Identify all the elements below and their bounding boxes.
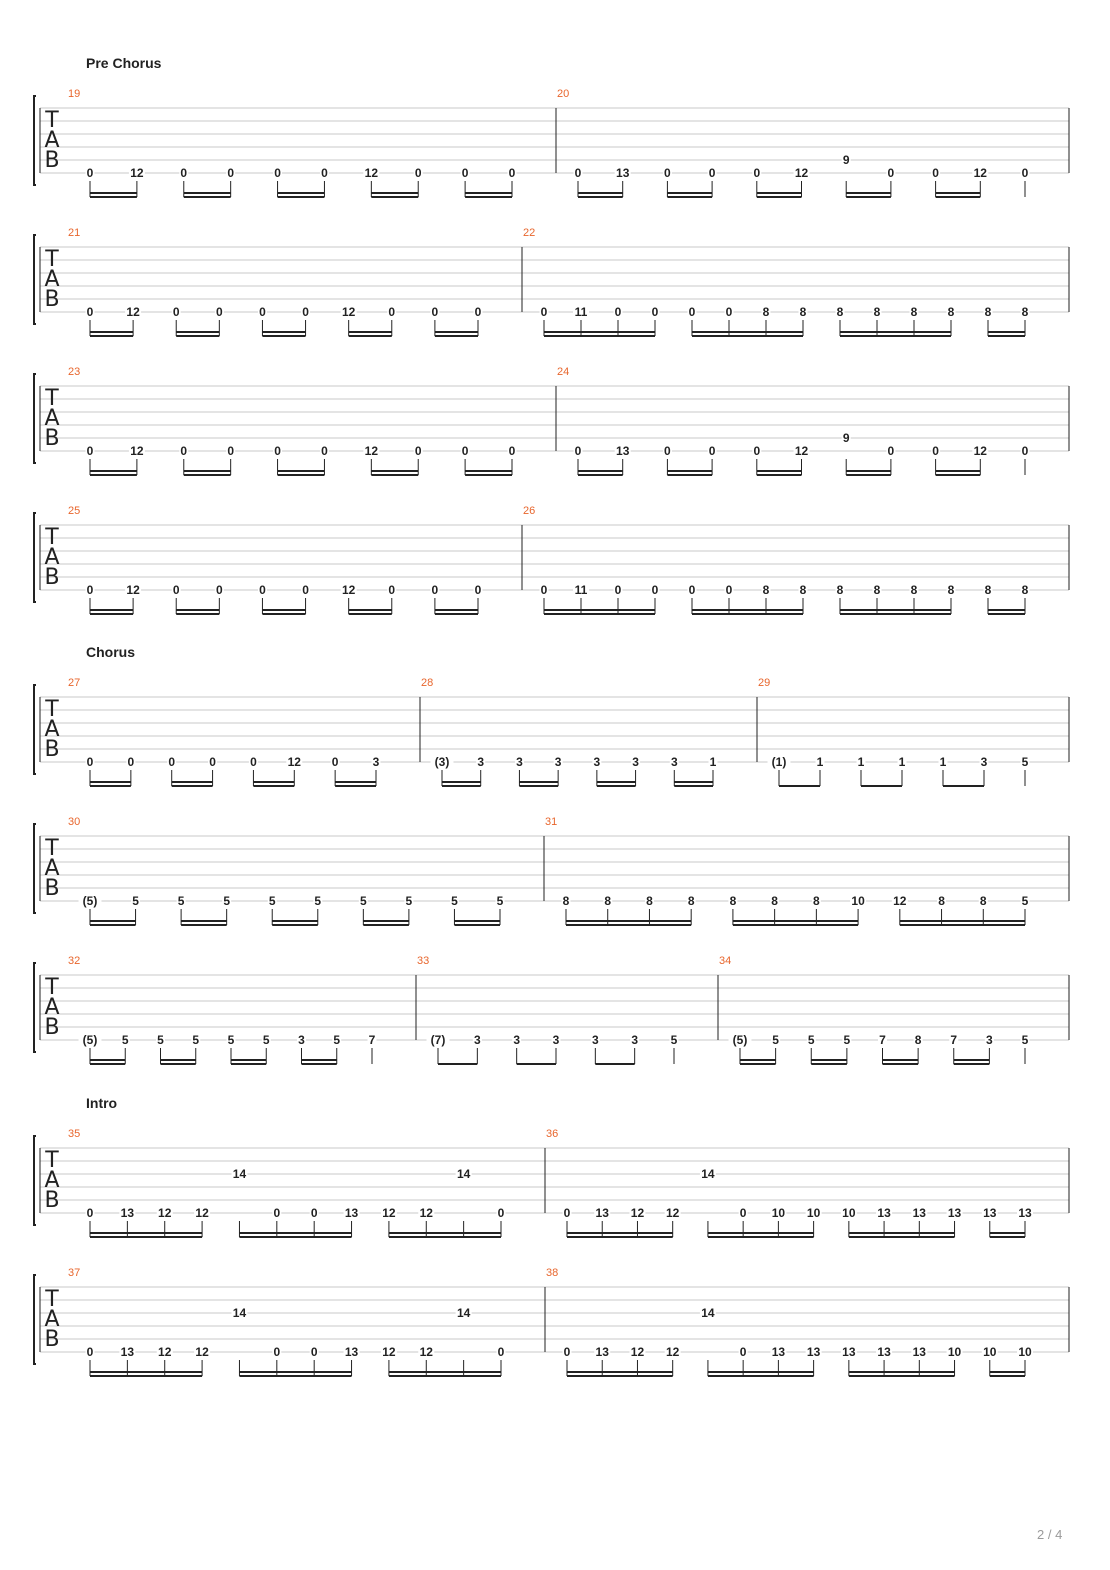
fret-number: 8 (762, 583, 770, 597)
fret-number: 0 (127, 755, 135, 769)
fret-number: 5 (132, 894, 139, 908)
fret-number: 0 (497, 1206, 505, 1220)
fret-number: 0 (887, 444, 895, 458)
fret-number: 5 (333, 1033, 341, 1047)
fret-number: 12 (341, 305, 356, 319)
fret-number: 14 (456, 1167, 471, 1181)
fret-number: 13 (842, 1345, 856, 1359)
fret-number: 8 (646, 894, 653, 908)
fret-number: 3 (372, 755, 380, 769)
fret-number: 12 (126, 305, 140, 319)
tab-clef-letter: A (44, 128, 60, 153)
measure-number: 31 (545, 816, 558, 828)
fret-number: 14 (701, 1306, 715, 1320)
tab-clef-letter: A (44, 1307, 60, 1332)
tab-clef-letter: B (44, 426, 60, 451)
fret-number: 1 (709, 755, 717, 769)
fret-number: 5 (359, 894, 367, 908)
measure-number: 25 (68, 505, 81, 517)
fret-number: 3 (473, 1033, 481, 1047)
fret-number: 12 (794, 444, 809, 458)
tab-clef-letter: B (44, 565, 60, 590)
fret-number: (3) (434, 755, 450, 769)
tab-clef-letter: A (44, 856, 60, 881)
tab-clef-letter: T (45, 386, 59, 411)
fret-number: 8 (914, 1033, 922, 1047)
fret-number: 0 (739, 1206, 747, 1220)
fret-number: 8 (836, 583, 844, 597)
fret-number: 0 (274, 444, 281, 458)
fret-number: 0 (932, 166, 939, 180)
fret-number: 0 (688, 583, 696, 597)
tab-clef-letter: T (45, 1148, 59, 1173)
fret-number: 8 (910, 583, 918, 597)
fret-number: 0 (1021, 166, 1029, 180)
fret-number: 8 (604, 894, 612, 908)
fret-number: 8 (729, 894, 737, 908)
fret-number: 0 (508, 444, 516, 458)
fret-number: 8 (873, 583, 881, 597)
fret-number: 0 (86, 305, 94, 319)
fret-number: 7 (879, 1033, 886, 1047)
section-label: Intro (86, 1095, 118, 1111)
fret-number: 0 (753, 166, 761, 180)
fret-number: 0 (725, 583, 733, 597)
fret-number: 12 (158, 1206, 172, 1220)
fret-number: 0 (739, 1345, 747, 1359)
fret-number: 13 (983, 1206, 997, 1220)
fret-number: 5 (1021, 1033, 1029, 1047)
fret-number: 0 (227, 444, 235, 458)
fret-number: 9 (842, 153, 850, 167)
fret-number: 5 (1021, 755, 1029, 769)
fret-number: 0 (321, 166, 328, 180)
fret-number: 8 (813, 894, 820, 908)
fret-number: 5 (405, 894, 413, 908)
fret-number: 0 (250, 755, 257, 769)
fret-number: 5 (843, 1033, 851, 1047)
fret-number: 12 (893, 894, 907, 908)
fret-number: 5 (177, 894, 185, 908)
tab-clef-letter: A (44, 406, 60, 431)
system-bracket (34, 235, 36, 324)
fret-number: 12 (630, 1345, 645, 1359)
fret-number: 10 (842, 1206, 856, 1220)
measure-number: 35 (68, 1128, 81, 1140)
fret-number: 8 (1021, 305, 1029, 319)
fret-number: 13 (616, 444, 630, 458)
fret-number: 12 (382, 1345, 396, 1359)
fret-number: 14 (701, 1167, 715, 1181)
system-bracket (34, 824, 36, 913)
fret-number: 0 (86, 166, 94, 180)
fret-number: 1 (857, 755, 865, 769)
fret-number: 8 (836, 305, 844, 319)
fret-number: 12 (126, 583, 140, 597)
fret-number: 0 (388, 583, 396, 597)
fret-number: 0 (86, 1345, 94, 1359)
fret-number: 5 (772, 1033, 779, 1047)
fret-number: 7 (950, 1033, 958, 1047)
fret-number: 5 (157, 1033, 164, 1047)
measure-number: 20 (557, 88, 570, 100)
fret-number: 13 (912, 1345, 926, 1359)
fret-number: 0 (414, 166, 422, 180)
fret-number: 10 (983, 1345, 997, 1359)
fret-number: 11 (574, 305, 588, 319)
fret-number: 0 (540, 583, 548, 597)
tab-clef-letter: T (45, 697, 59, 722)
fret-number: 0 (725, 305, 733, 319)
fret-number: 1 (816, 755, 824, 769)
fret-number: 14 (456, 1306, 471, 1320)
fret-number: 12 (364, 444, 379, 458)
fret-number: 0 (86, 583, 94, 597)
fret-number: 12 (666, 1345, 680, 1359)
fret-number: 0 (614, 305, 622, 319)
fret-number: 5 (1021, 894, 1029, 908)
measure-number: 30 (68, 816, 81, 828)
fret-number: 5 (268, 894, 276, 908)
fret-number: 14 (232, 1167, 247, 1181)
fret-number: 13 (1018, 1206, 1032, 1220)
fret-number: 3 (980, 755, 988, 769)
fret-number: 0 (932, 444, 939, 458)
fret-number: 8 (799, 583, 807, 597)
fret-number: 5 (807, 1033, 815, 1047)
staff-system (34, 955, 1069, 1064)
measure-number: 19 (68, 88, 81, 100)
fret-number: 10 (771, 1206, 786, 1220)
tab-clef-letter: B (44, 287, 60, 312)
fret-number: 3 (631, 1033, 639, 1047)
fret-number: 8 (910, 305, 918, 319)
fret-number: (5) (82, 894, 98, 908)
fret-number: (5) (732, 1033, 748, 1047)
measure-number: 23 (68, 366, 81, 378)
fret-number: 8 (938, 894, 945, 908)
fret-number: 8 (562, 894, 570, 908)
fret-number: 12 (794, 166, 809, 180)
fret-number: 10 (1018, 1345, 1032, 1359)
fret-number: 0 (86, 1206, 94, 1220)
staff-system (34, 366, 1069, 475)
fret-number: 0 (310, 1206, 318, 1220)
fret-number: 12 (158, 1345, 172, 1359)
fret-number: 8 (873, 305, 881, 319)
staff-system (34, 816, 1069, 925)
fret-number: 0 (1021, 444, 1029, 458)
fret-number: 0 (273, 1206, 281, 1220)
fret-number: 13 (616, 166, 630, 180)
fret-number: 0 (664, 444, 671, 458)
fret-number: 3 (670, 755, 678, 769)
fret-number: 3 (513, 1033, 521, 1047)
system-bracket (34, 963, 36, 1052)
tab-clef-letter: B (44, 1015, 60, 1040)
fret-number: 12 (419, 1206, 433, 1220)
fret-number: 0 (474, 583, 482, 597)
fret-number: 13 (595, 1206, 609, 1220)
fret-number: 0 (431, 583, 439, 597)
fret-number: 5 (192, 1033, 200, 1047)
fret-number: 0 (431, 305, 439, 319)
fret-number: 13 (877, 1206, 891, 1220)
fret-number: (1) (771, 755, 787, 769)
fret-number: 0 (259, 305, 266, 319)
fret-number: 0 (708, 444, 716, 458)
fret-number: 0 (753, 444, 761, 458)
tab-clef-letter: A (44, 545, 60, 570)
fret-number: 8 (799, 305, 807, 319)
fret-number: 0 (651, 305, 659, 319)
fret-number: 8 (984, 305, 992, 319)
fret-number: 13 (344, 1345, 359, 1359)
fret-number: 0 (180, 444, 188, 458)
fret-number: 1 (898, 755, 906, 769)
fret-number: 0 (215, 583, 223, 597)
tab-clef-letter: A (44, 717, 60, 742)
tab-clef-letter: T (45, 525, 59, 550)
system-bracket (34, 1275, 36, 1364)
measure-number: 28 (421, 677, 434, 689)
fret-number: 0 (180, 166, 188, 180)
fret-number: (7) (430, 1033, 446, 1047)
fret-number: 0 (331, 755, 339, 769)
tab-clef-letter: T (45, 108, 59, 133)
staff-system (34, 677, 1069, 786)
fret-number: 13 (120, 1345, 135, 1359)
fret-number: 3 (552, 1033, 560, 1047)
fret-number: 7 (368, 1033, 376, 1047)
fret-number: 12 (130, 444, 144, 458)
fret-number: 5 (496, 894, 504, 908)
fret-number: 0 (887, 166, 895, 180)
system-bracket (34, 374, 36, 463)
staff-system (34, 505, 1069, 614)
fret-number: 12 (973, 166, 987, 180)
staff-system (34, 227, 1069, 336)
fret-number: 13 (344, 1206, 359, 1220)
fret-number: 13 (595, 1345, 609, 1359)
fret-number: 13 (877, 1345, 891, 1359)
fret-number: 5 (451, 894, 458, 908)
fret-number: 8 (984, 583, 992, 597)
fret-number: 12 (195, 1345, 209, 1359)
fret-number: 12 (195, 1206, 209, 1220)
system-bracket (34, 1136, 36, 1225)
fret-number: 0 (563, 1206, 571, 1220)
measure-number: 26 (523, 505, 536, 517)
tab-clef-letter: A (44, 995, 60, 1020)
fret-number: 0 (259, 583, 266, 597)
fret-number: 0 (321, 444, 328, 458)
fret-number: 0 (664, 166, 671, 180)
fret-number: 0 (461, 444, 469, 458)
fret-number: 3 (477, 755, 485, 769)
fret-number: 8 (687, 894, 695, 908)
fret-number: 8 (762, 305, 770, 319)
fret-number: 3 (986, 1033, 993, 1047)
fret-number: 10 (806, 1206, 821, 1220)
tab-clef-letter: T (45, 1287, 59, 1312)
fret-number: 0 (86, 444, 94, 458)
fret-number: 1 (939, 755, 947, 769)
measure-number: 29 (758, 677, 771, 689)
fret-number: 0 (227, 166, 235, 180)
fret-number: 0 (651, 583, 659, 597)
fret-number: 8 (947, 583, 955, 597)
fret-number: 12 (364, 166, 379, 180)
measure-number: 24 (557, 366, 570, 378)
fret-number: 12 (130, 166, 144, 180)
page-number: 2 / 4 (1037, 1527, 1063, 1542)
staff-system (34, 88, 1069, 197)
fret-number: 12 (666, 1206, 680, 1220)
tab-clef-letter: B (44, 1327, 60, 1352)
fret-number: 0 (497, 1345, 505, 1359)
staff-system (34, 1267, 1069, 1376)
fret-number: 0 (273, 1345, 281, 1359)
fret-number: 0 (274, 166, 281, 180)
fret-number: 13 (771, 1345, 786, 1359)
measure-number: 32 (68, 955, 81, 967)
fret-number: 0 (310, 1345, 318, 1359)
fret-number: 5 (262, 1033, 270, 1047)
measure-number: 22 (523, 227, 536, 239)
fret-number: 12 (973, 444, 987, 458)
fret-number: 5 (670, 1033, 678, 1047)
measure-number: 21 (68, 227, 81, 239)
fret-number: 12 (419, 1345, 433, 1359)
fret-number: 3 (632, 755, 639, 769)
measure-number: 37 (68, 1267, 81, 1279)
fret-number: 5 (314, 894, 322, 908)
tab-clef-letter: T (45, 247, 59, 272)
tab-clef-letter: B (44, 148, 60, 173)
fret-number: 5 (223, 894, 231, 908)
fret-number: 3 (554, 755, 562, 769)
tab-clef-letter: T (45, 836, 59, 861)
tab-clef-letter: B (44, 737, 60, 762)
fret-number: 13 (947, 1206, 962, 1220)
section-label: Pre Chorus (86, 55, 162, 71)
fret-number: 10 (851, 894, 865, 908)
measure-number: 33 (417, 955, 430, 967)
fret-number: 0 (563, 1345, 571, 1359)
fret-number: 0 (540, 305, 548, 319)
measure-number: 36 (546, 1128, 559, 1140)
fret-number: 8 (1021, 583, 1029, 597)
fret-number: 0 (302, 305, 309, 319)
fret-number: 12 (630, 1206, 645, 1220)
fret-number: (5) (82, 1033, 98, 1047)
measure-number: 38 (546, 1267, 559, 1279)
fret-number: 14 (232, 1306, 247, 1320)
fret-number: 0 (708, 166, 716, 180)
fret-number: 5 (121, 1033, 129, 1047)
fret-number: 13 (120, 1206, 135, 1220)
fret-number: 12 (287, 755, 301, 769)
fret-number: 10 (947, 1345, 962, 1359)
fret-number: 0 (574, 166, 582, 180)
staff-system (34, 1128, 1069, 1237)
fret-number: 0 (86, 755, 94, 769)
system-bracket (34, 96, 36, 185)
tab-clef-letter: B (44, 876, 60, 901)
fret-number: 0 (614, 583, 622, 597)
tab-clef-letter: T (45, 975, 59, 1000)
fret-number: 8 (979, 894, 987, 908)
fret-number: 12 (382, 1206, 396, 1220)
measure-number: 27 (68, 677, 81, 689)
fret-number: 8 (947, 305, 955, 319)
fret-number: 5 (227, 1033, 235, 1047)
tab-clef-letter: A (44, 267, 60, 292)
fret-number: 3 (516, 755, 523, 769)
fret-number: 0 (388, 305, 396, 319)
fret-number: 12 (341, 583, 356, 597)
tab-clef-letter: A (44, 1168, 60, 1193)
fret-number: 3 (298, 1033, 305, 1047)
fret-number: 0 (474, 305, 482, 319)
fret-number: 0 (168, 755, 176, 769)
fret-number: 0 (574, 444, 582, 458)
fret-number: 0 (302, 583, 309, 597)
fret-number: 3 (591, 1033, 599, 1047)
tab-clef-letter: B (44, 1188, 60, 1213)
fret-number: 0 (688, 305, 696, 319)
fret-number: 8 (771, 894, 778, 908)
section-label: Chorus (86, 644, 135, 660)
fret-number: 0 (461, 166, 469, 180)
system-bracket (34, 685, 36, 774)
fret-number: 11 (574, 583, 588, 597)
system-bracket (34, 513, 36, 602)
fret-number: 3 (593, 755, 601, 769)
fret-number: 9 (842, 431, 850, 445)
fret-number: 13 (912, 1206, 926, 1220)
fret-number: 0 (209, 755, 216, 769)
fret-number: 0 (172, 583, 180, 597)
measure-number: 34 (719, 955, 732, 967)
fret-number: 0 (215, 305, 223, 319)
fret-number: 0 (508, 166, 516, 180)
fret-number: 0 (414, 444, 422, 458)
fret-number: 0 (172, 305, 180, 319)
fret-number: 13 (806, 1345, 821, 1359)
